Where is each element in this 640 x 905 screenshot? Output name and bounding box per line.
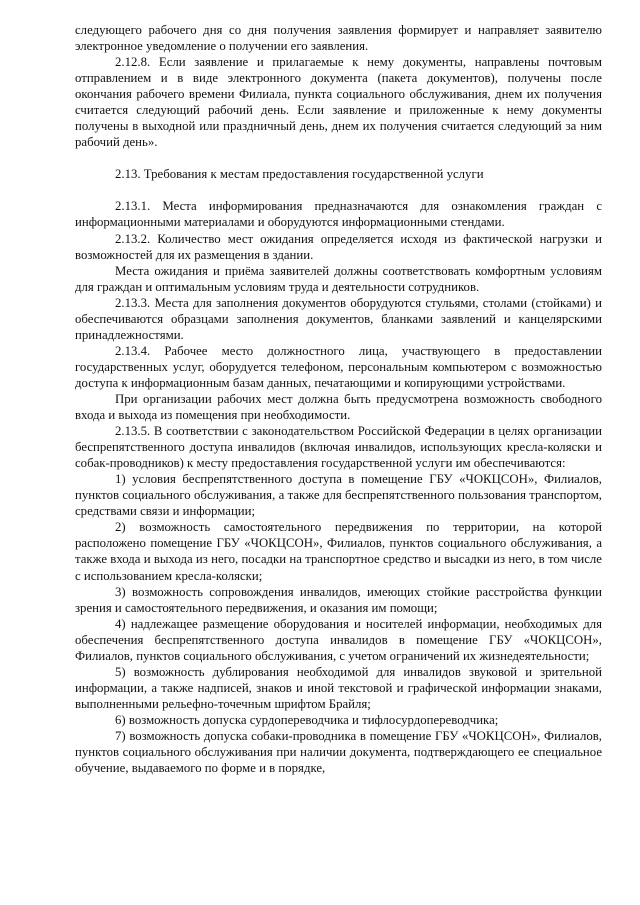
document-page	[75, 22, 602, 776]
spacer	[75, 150, 602, 166]
paragraph-2-13-5: 2.13.5. В соответствии с законодательством Российской Федерации в целях организации беспрепятственного доступа инвалидов (включая инвалидов, использующих кресла-коляски и собак-проводников) к месту предоставления государственной услуги им обеспечиваются:	[75, 424, 602, 471]
paragraph-2-12-8: 2.12.8. Если заявление и прилагаемые к нему документы, направлены почтовым отправлением и в виде электронного документа (пакета документов), получены после окончания рабочего времени Филиала, пункта социального обслуживания, днем их получения считается следующий рабочий день. Если заявление и приложенные к нему документы получены в выходной или праздничный день, днем их получения считается следующий за ним рабочий день».	[75, 55, 602, 150]
paragraph-2-13-2: 2.13.2. Количество мест ожидания определяется исходя из фактической нагрузки и возможностей для их размещения в здании.	[75, 231, 602, 262]
list-item-5: 5) возможность дублирования необходимой для инвалидов звуковой и зрительной информации, а также надписей, знаков и иной текстовой и графической информации знаками, выполненными рельефно-точечным шрифтом Брайля;	[75, 664, 602, 711]
list-item-4: 4) надлежащее размещение оборудования и носителей информации, необходимых для обеспечения беспрепятственного доступа инвалидов в помещение ГБУ «ЧОКЦСОН», Филиалов, пунктов социального обслуживания, с учетом ограничений их жизнедеятельности;	[75, 616, 602, 663]
paragraph-2-13-4: 2.13.4. Рабочее место должностного лица, участвующего в предоставлении государственных услуг, оборудуется телефоном, персональным компьютером с возможностью доступа к информационным базам данных, печатающими и копирующими устройствами.	[75, 343, 602, 390]
paragraph-2-13-3: 2.13.3. Места для заполнения документов оборудуются стульями, столами (стойками) и обеспечиваются образцами заполнения документов, бланками заявлений и канцелярскими принадлежностями.	[75, 295, 602, 342]
spacer	[75, 182, 602, 198]
list-item-6: 6) возможность допуска сурдопереводчика и тифлосурдопереводчика;	[115, 712, 499, 727]
list-item-7: 7) возможность допуска собаки-проводника в помещение ГБУ «ЧОКЦСОН», Филиалов, пунктов социального обслуживания при наличии документа, подтверждающего ее специальное обучение, выдаваемого по форме и в порядке,	[75, 728, 602, 776]
paragraph-workplaces: При организации рабочих мест должна быть предусмотрена возможность свободного входа и выхода из помещения при необходимости.	[75, 391, 602, 423]
list-item-1: 1) условия беспрепятственного доступа в помещение ГБУ «ЧОКЦСОН», Филиалов, пунктов социального обслуживания, а также для беспрепятственного пользования транспортом, средствами связи и информации;	[75, 472, 602, 519]
section-heading-2-13: 2.13. Требования к местам предоставления государственной услуги	[115, 167, 484, 182]
list-item-2: 2) возможность самостоятельного передвижения по территории, на которой расположено помещение ГБУ «ЧОКЦСОН», Филиалов, пунктов социального обслуживания, а также входа и выхода из него, посадки на транспортное средство и высадки из него, в том числе с использованием кресла-коляски;	[75, 520, 602, 583]
paragraph-waiting-places: Места ожидания и приёма заявителей должны соответствовать комфортным условиям для граждан и оптимальным условиям труда и деятельности сотрудников.	[75, 263, 602, 294]
paragraph-continuation: следующего рабочего дня со дня получения заявления формирует и направляет заявителю электронное уведомление о получении его заявления.	[75, 23, 602, 54]
list-item-3: 3) возможность сопровождения инвалидов, имеющих стойкие расстройства функции зрения и самостоятельного передвижения, и оказания им помощи;	[75, 584, 602, 615]
paragraph-2-13-1: 2.13.1. Места информирования предназначаются для ознакомления граждан с информационными материалами и оборудуются информационными стендами.	[75, 199, 602, 230]
